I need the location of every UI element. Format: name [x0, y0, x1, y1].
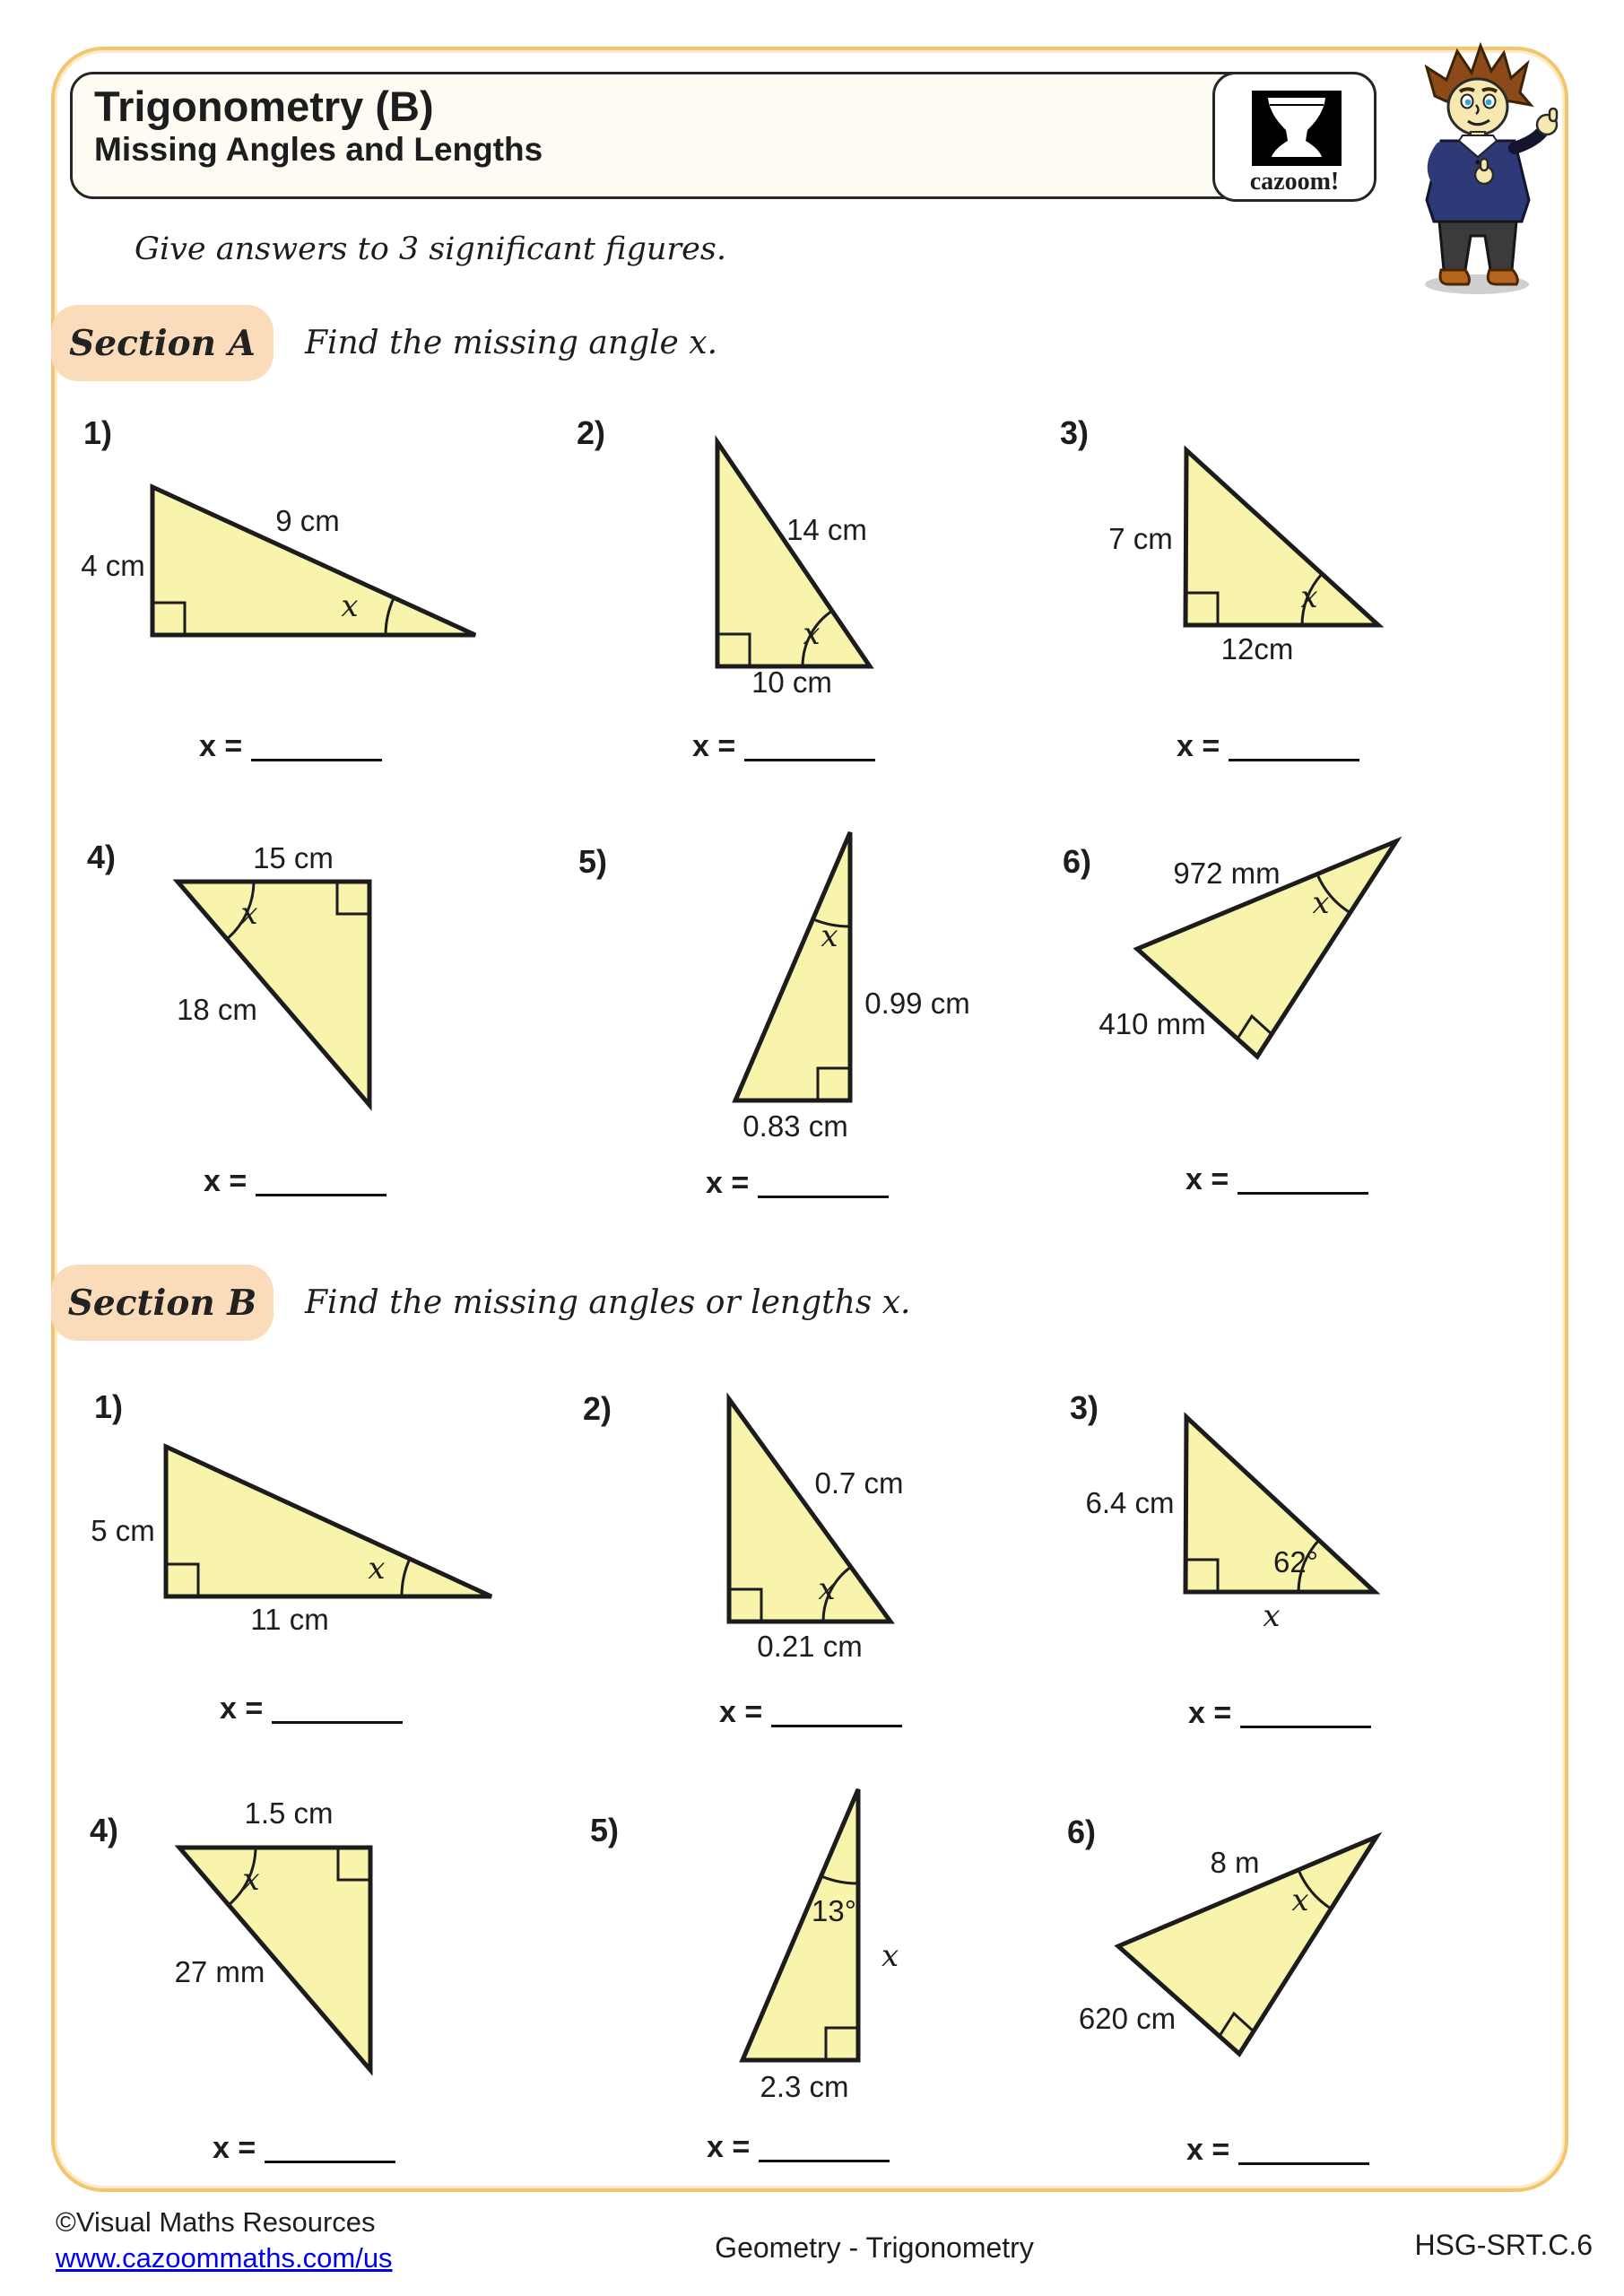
problem-number: 6) [1067, 1813, 1097, 1850]
triangle-figure-a6 [1085, 807, 1462, 1103]
answer-blank [744, 728, 875, 761]
answer-blank [758, 1165, 889, 1198]
side-label: 0.7 cm [814, 1466, 904, 1500]
side-label: 4 cm [81, 549, 145, 582]
djembe-drum-icon [1252, 91, 1342, 166]
shoe [1440, 270, 1469, 284]
header-box [70, 72, 1376, 199]
footer-topic: Geometry - Trigonometry [715, 2231, 1034, 2264]
triangle-figure-b5 [717, 1780, 1013, 2108]
side-label: 0.99 cm [864, 987, 970, 1020]
copyright-text: ©Visual Maths Resources [56, 2206, 376, 2238]
triangle-figure-b1 [54, 1435, 547, 1650]
section-b-instruction: Find the missing angles or lengths x. [305, 1284, 911, 1321]
triangle-figure-a2 [673, 430, 1049, 700]
section-b-label: Section B [51, 1265, 274, 1341]
triangle-shape [735, 832, 850, 1100]
triangle-shape [1185, 450, 1378, 625]
problem-number: 4) [87, 839, 117, 875]
answer-line: x = [220, 1691, 403, 1726]
right-arm [1515, 130, 1543, 148]
angle-label: x [368, 1551, 386, 1587]
angle-label: x [1300, 579, 1318, 615]
angle-label: x [242, 1862, 260, 1898]
answer-blank [759, 2129, 890, 2162]
pants [1439, 222, 1516, 270]
answer-line: x = [692, 728, 875, 764]
triangle-figure-b4 [135, 1789, 520, 2094]
angle-label: x [341, 588, 359, 624]
triangle-figure-a5 [708, 825, 1004, 1144]
side-label: 12cm [1220, 632, 1294, 665]
triangle-figure-b2 [682, 1390, 1058, 1668]
side-label: 18 cm [177, 993, 257, 1026]
answer-blank [251, 728, 382, 761]
answer-line: x = [199, 728, 382, 764]
side-label: 0.21 cm [757, 1630, 863, 1663]
side-label: 2.3 cm [760, 2070, 849, 2103]
side-label: 9 cm [275, 504, 340, 537]
standard-code: HSG-SRT.C.6 [1414, 2229, 1593, 2261]
answer-blank [265, 2130, 395, 2163]
angle-label: x [821, 918, 838, 954]
shoe [1488, 270, 1517, 284]
angle-label: x [240, 896, 258, 932]
answer-line: x = [1186, 2132, 1369, 2168]
triangle-figure-b6 [1067, 1803, 1453, 2099]
triangle-figure-b3 [1067, 1404, 1507, 1646]
problem-number: 5) [578, 843, 608, 880]
side-label: 6.4 cm [1085, 1486, 1175, 1519]
side-label: 1.5 cm [244, 1796, 334, 1830]
angle-label: 13° [812, 1894, 856, 1927]
side-label: 14 cm [786, 513, 867, 546]
answer-blank [1238, 1161, 1368, 1195]
triangle-figure-a1 [40, 475, 543, 682]
drum-icon [1252, 91, 1342, 166]
side-label: 972 mm [1173, 857, 1281, 890]
problem-number: 2) [577, 414, 606, 451]
side-label: 27 mm [174, 1955, 265, 1988]
problem-number: 6) [1063, 843, 1092, 880]
side-label: 8 m [1210, 1846, 1260, 1879]
triangle-shape [166, 1447, 491, 1596]
side-label: 5 cm [91, 1514, 155, 1547]
triangle-figure-a4 [135, 843, 511, 1130]
side-label: x [881, 1938, 899, 1974]
angle-label: x [1291, 1883, 1309, 1918]
angle-label: x [803, 616, 821, 652]
problem-number: 1) [94, 1388, 124, 1425]
answer-line: x = [1188, 1695, 1371, 1731]
answer-blank [256, 1163, 386, 1196]
problem-number: 5) [590, 1812, 620, 1848]
answer-line: x = [1177, 728, 1359, 764]
side-label: 0.83 cm [743, 1109, 848, 1143]
angle-label: x [1312, 885, 1330, 921]
answer-line: x = [1185, 1161, 1368, 1197]
side-label: 410 mm [1099, 1007, 1206, 1040]
answer-line: x = [707, 2129, 890, 2165]
problem-number: 3) [1060, 414, 1090, 451]
answer-line: x = [706, 1165, 889, 1201]
side-label: 10 cm [751, 665, 832, 699]
answer-line: x = [213, 2130, 395, 2166]
side-label: 15 cm [253, 841, 334, 874]
side-label: 7 cm [1108, 522, 1173, 555]
angle-label: x [818, 1571, 836, 1607]
angle-label: 62° [1273, 1545, 1318, 1578]
side-label: 620 cm [1078, 2002, 1177, 2035]
page-subtitle: Missing Angles and Lengths [94, 130, 543, 168]
logo-wordmark: cazoom! [1249, 168, 1340, 196]
triangle-figure-a3 [1067, 439, 1498, 682]
section-a-label: Section A [51, 305, 274, 381]
problem-number: 2) [583, 1390, 612, 1427]
answer-blank [1238, 2132, 1369, 2165]
website-link[interactable]: www.cazoommaths.com/us [56, 2242, 393, 2274]
problem-number: 4) [90, 1812, 119, 1848]
answer-blank [272, 1691, 403, 1724]
section-a-instruction: Find the missing angle x. [305, 325, 718, 361]
page-title: Trigonometry (B) [94, 83, 434, 130]
answer-blank [1240, 1695, 1371, 1728]
general-instruction: Give answers to 3 significant figures. [135, 231, 726, 267]
side-label: x [1263, 1598, 1281, 1634]
thumb-up [1550, 109, 1557, 121]
answer-blank [1229, 728, 1359, 761]
problem-number: 1) [83, 414, 113, 451]
cazoom-logo [1212, 72, 1376, 202]
answer-line: x = [204, 1163, 386, 1199]
answer-blank [771, 1694, 902, 1727]
problem-number: 3) [1070, 1389, 1099, 1426]
boy-character-illustration [1385, 40, 1569, 300]
side-label: 11 cm [250, 1603, 329, 1636]
answer-line: x = [719, 1694, 902, 1730]
